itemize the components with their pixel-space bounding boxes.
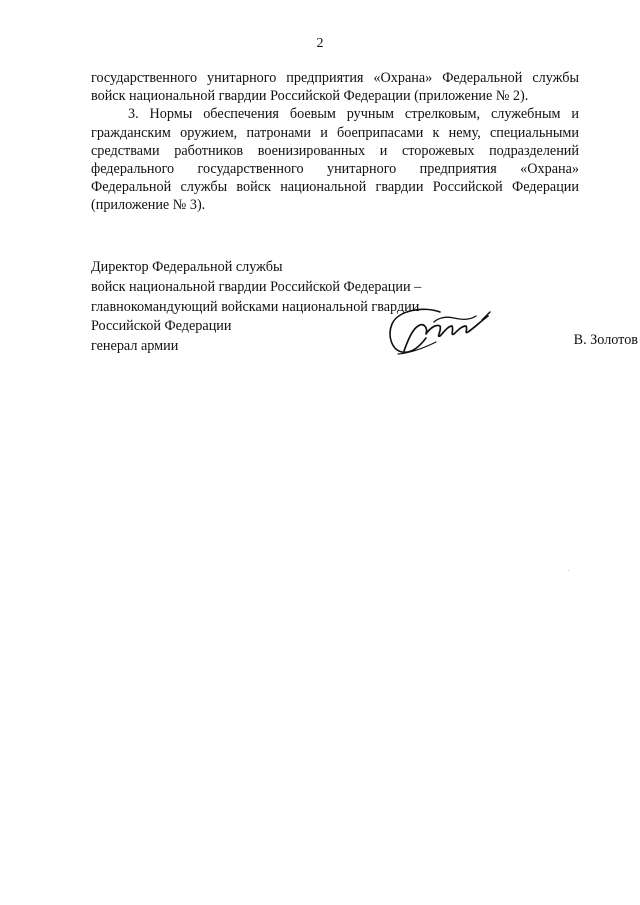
- signatory-rank: генерал армии: [91, 338, 179, 355]
- paragraph-continuation: государственного унитарного предприятия «Охрана» Федеральной службы войск национальной гвардии Российской Федерации (приложение № 2).: [91, 70, 579, 105]
- signatory-title-line-1: Директор Федеральной службы: [91, 259, 283, 275]
- signatory-title-line-4: Российской Федерации: [91, 318, 232, 335]
- signature-stroke: [434, 316, 476, 322]
- document-body: [91, 69, 579, 215]
- signatory-title-line-2: войск национальной гвардии Российской Федерации –: [91, 278, 422, 295]
- paragraph-item-3: 3. Нормы обеспечения боевым ручным стрелковым, служебным и гражданским оружием, патронами и боеприпасами к нему, специальными средствами работников военизированных и сторожевых подразделений федерального государственного унитарного предприятия «Охрана» Федеральной службы войск национальной гвардии Российской Федерации (приложение № 3).: [91, 106, 579, 214]
- page-number: 2: [316, 36, 324, 51]
- signature-stroke: [390, 309, 440, 352]
- scan-speck: [568, 570, 569, 571]
- signatory-title-line-3: главнокомандующий войсками национальной гвардии: [91, 298, 420, 315]
- signer-name: В. Золотов: [573, 332, 638, 348]
- signature-stroke: [404, 316, 488, 351]
- signature-block: [91, 258, 579, 357]
- handwritten-signature: [384, 304, 494, 362]
